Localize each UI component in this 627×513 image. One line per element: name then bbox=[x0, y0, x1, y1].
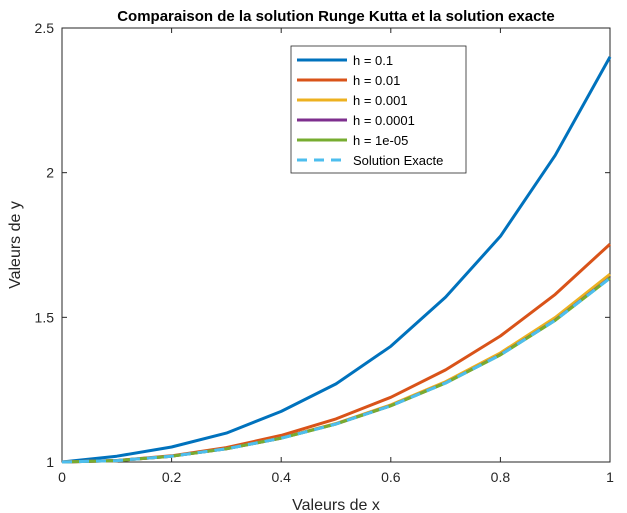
x-tick-label: 1 bbox=[606, 469, 614, 485]
x-tick-label: 0.8 bbox=[490, 469, 511, 485]
legend-label: h = 0.0001 bbox=[353, 113, 415, 128]
x-tick-label: 0.2 bbox=[161, 469, 182, 485]
x-axis-label: Valeurs de x bbox=[292, 497, 380, 513]
legend-label: Solution Exacte bbox=[353, 153, 444, 168]
legend-label: h = 0.1 bbox=[353, 53, 394, 68]
x-tick-label: 0.6 bbox=[381, 469, 401, 485]
y-tick-label: 1.5 bbox=[34, 309, 54, 326]
x-tick-label: 0 bbox=[58, 469, 66, 485]
legend-label: h = 1e-05 bbox=[353, 133, 409, 148]
y-axis-label: Valeurs de y bbox=[7, 201, 24, 289]
legend-label: h = 0.01 bbox=[353, 73, 401, 88]
y-tick-label: 2 bbox=[46, 164, 54, 181]
legend-label: h = 0.001 bbox=[353, 93, 408, 108]
y-tick-label: 1 bbox=[46, 454, 54, 470]
legend bbox=[291, 46, 466, 173]
y-tick-label: 2.5 bbox=[34, 20, 54, 36]
chart-title: Comparaison de la solution Runge Kutta et la solution exacte bbox=[117, 8, 555, 25]
x-tick-label: 0.4 bbox=[271, 469, 291, 485]
